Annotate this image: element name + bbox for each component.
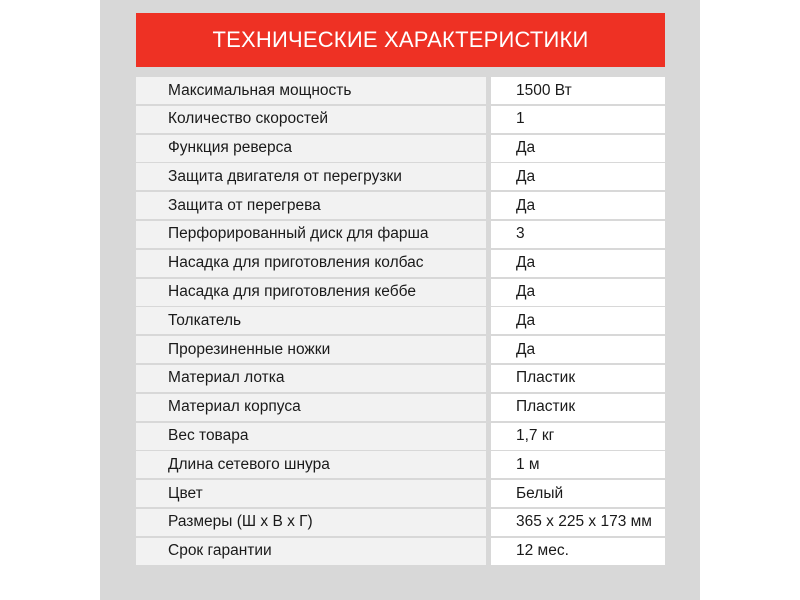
- spec-row: [136, 77, 665, 106]
- spec-name: Вес товара: [136, 423, 486, 450]
- spec-name: Материал корпуса: [136, 394, 486, 421]
- spec-row: [136, 538, 665, 567]
- spec-name: Функция реверса: [136, 135, 486, 162]
- spec-value: Да: [491, 163, 665, 190]
- spec-name: Максимальная мощность: [136, 77, 486, 104]
- spec-header: [136, 13, 665, 67]
- spec-title: ТЕХНИЧЕСКИЕ ХАРАКТЕРИСТИКИ: [212, 27, 589, 52]
- spec-value: 3: [491, 221, 665, 248]
- spec-row: [136, 480, 665, 509]
- spec-row: [136, 221, 665, 250]
- spec-row: [136, 394, 665, 423]
- spec-value: Да: [491, 279, 665, 306]
- spec-name: Размеры (Ш х В х Г): [136, 509, 486, 536]
- spec-table: [136, 77, 665, 567]
- spec-name: Цвет: [136, 480, 486, 507]
- spec-value: Да: [491, 307, 665, 334]
- spec-value: 12 мес.: [491, 538, 665, 565]
- spec-name: Длина сетевого шнура: [136, 451, 486, 478]
- spec-name: Материал лотка: [136, 365, 486, 392]
- spec-value: 1: [491, 106, 665, 133]
- spec-name: Защита двигателя от перегрузки: [136, 163, 486, 190]
- spec-value: 1 м: [491, 451, 665, 478]
- spec-name: Насадка для приготовления колбас: [136, 250, 486, 277]
- spec-value: 1500 Вт: [491, 77, 665, 104]
- spec-value: 1,7 кг: [491, 423, 665, 450]
- spec-name: Перфорированный диск для фарша: [136, 221, 486, 248]
- spec-name: Количество скоростей: [136, 106, 486, 133]
- spec-name: Насадка для приготовления кеббе: [136, 279, 486, 306]
- spec-row: [136, 307, 665, 336]
- spec-value: Белый: [491, 480, 665, 507]
- spec-row: [136, 423, 665, 452]
- spec-value: 365 х 225 х 173 мм: [491, 509, 665, 536]
- spec-row: [136, 106, 665, 135]
- spec-name: Срок гарантии: [136, 538, 486, 565]
- spec-row: [136, 509, 665, 538]
- spec-value: Да: [491, 135, 665, 162]
- spec-row: [136, 451, 665, 480]
- spec-name: Толкатель: [136, 307, 486, 334]
- spec-value: Пластик: [491, 394, 665, 421]
- spec-row: [136, 163, 665, 192]
- spec-value: Да: [491, 336, 665, 363]
- spec-row: [136, 336, 665, 365]
- spec-value: Да: [491, 192, 665, 219]
- spec-row: [136, 192, 665, 221]
- spec-row: [136, 365, 665, 394]
- spec-row: [136, 250, 665, 279]
- spec-value: Пластик: [491, 365, 665, 392]
- spec-row: [136, 279, 665, 308]
- spec-name: Защита от перегрева: [136, 192, 486, 219]
- spec-row: [136, 135, 665, 164]
- spec-name: Прорезиненные ножки: [136, 336, 486, 363]
- spec-value: Да: [491, 250, 665, 277]
